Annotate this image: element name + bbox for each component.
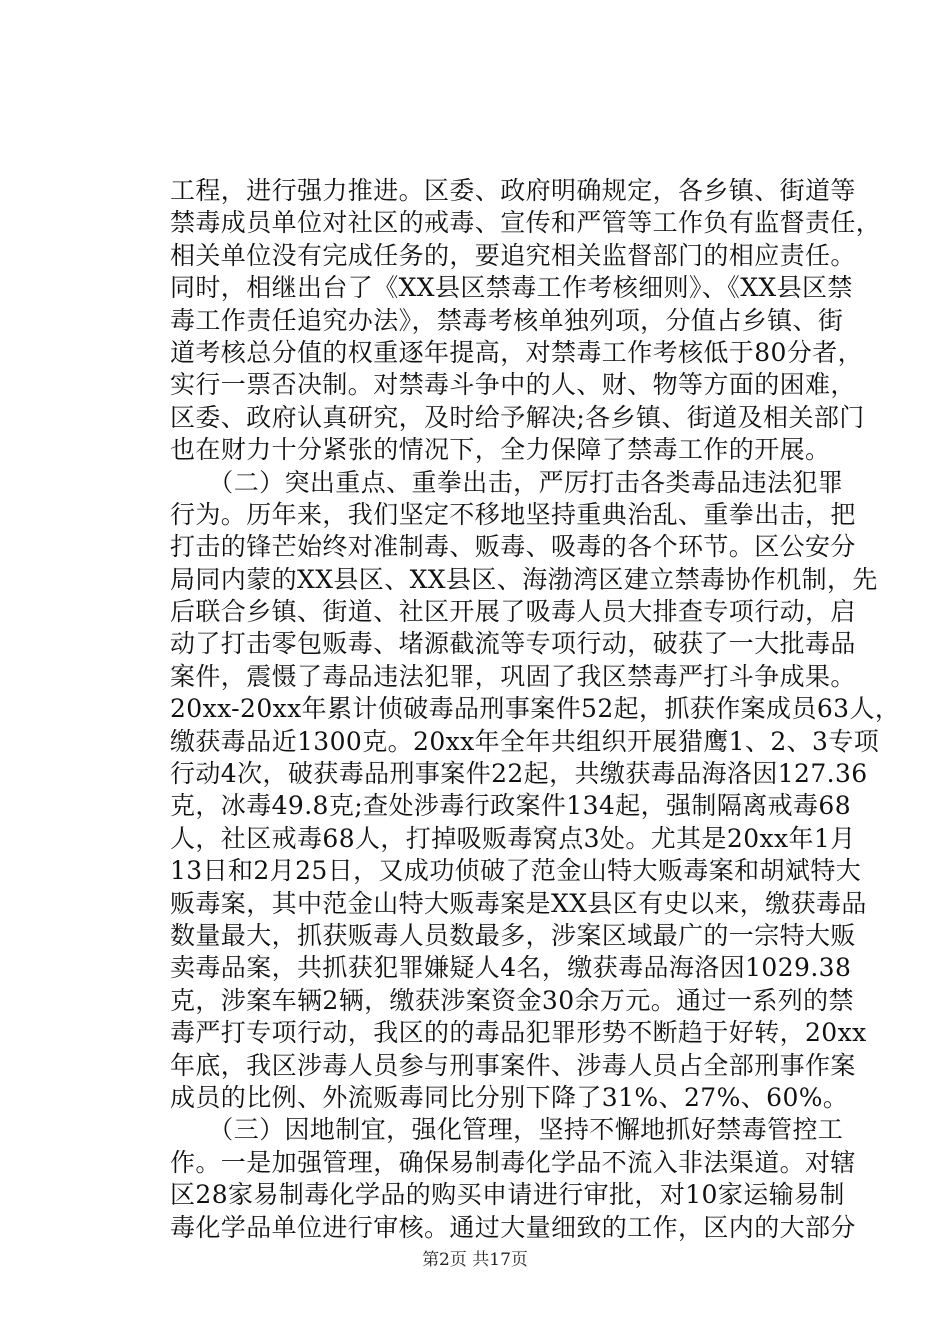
text-line: 克，冰毒49.8克;查处涉毒行政案件134起，强制隔离戒毒68 — [170, 791, 852, 821]
text-line: 年底，我区涉毒人员参与刑事案件、涉毒人员占全部刑事作案 — [170, 1050, 856, 1080]
text-line: 20xx-20xx年累计侦破毒品刑事案件52起，抓获作案成员63人， — [170, 694, 901, 724]
text-line: 同时，相继出台了《XX县区禁毒工作考核细则》、《XX县区禁 — [170, 273, 853, 303]
text-line: 动了打击零包贩毒、堵源截流等专项行动，破获了一大批毒品 — [170, 629, 856, 659]
text-line: 毒工作责任追究办法》，禁毒考核单独列项，分值占乡镇、街 — [170, 305, 844, 335]
text-line: 也在财力十分紧张的情况下，全力保障了禁毒工作的开展。 — [170, 435, 831, 465]
text-line: 克，涉案车辆2辆，缴获涉案资金30余万元。通过一系列的禁 — [170, 985, 854, 1015]
text-line: 区28家易制毒化学品的购买申请进行审批，对10家运输易制 — [170, 1180, 845, 1210]
text-line: 相关单位没有完成任务的，要追究相关监督部门的相应责任。 — [170, 240, 856, 270]
text-line: 毒严打专项行动，我区的的毒品犯罪形势不断趋于好转，20xx — [170, 1018, 867, 1048]
text-line: 成员的比例、外流贩毒同比分别下降了31%、27%、60%。 — [170, 1082, 849, 1112]
text-line: 行动4次，破获毒品刑事案件22起，共缴获毒品海洛因127.36 — [170, 759, 868, 789]
text-line: 作。一是加强管理，确保易制毒化学品不流入非法渠道。对辖 — [170, 1147, 856, 1177]
text-line: （三）因地制宜，强化管理，坚持不懈地抓好禁毒管控工 — [170, 1115, 844, 1145]
text-line: 数量最大，抓获贩毒人员数最多，涉案区域最广的一宗特大贩 — [170, 920, 856, 950]
text-line: 贩毒案，其中范金山特大贩毒案是XX县区有史以来，缴获毒品 — [170, 888, 867, 918]
text-line: 后联合乡镇、街道、社区开展了吸毒人员大排查专项行动，启 — [170, 597, 856, 627]
text-line: 局同内蒙的XX县区、XX县区、海渤湾区建立禁毒协作机制，先 — [170, 564, 878, 594]
text-line: 禁毒成员单位对社区的戒毒、宣传和严管等工作负有监督责任， — [170, 208, 882, 238]
text-line: 案件，震慑了毒品违法犯罪，巩固了我区禁毒严打斗争成果。 — [170, 661, 856, 691]
text-line: 毒化学品单位进行审核。通过大量细致的工作，区内的大部分 — [170, 1212, 856, 1242]
page-number-footer: 第2页 共17页 — [422, 1250, 528, 1270]
text-line: 工程，进行强力推进。区委、政府明确规定，各乡镇、街道等 — [170, 176, 856, 205]
text-line: 卖毒品案，共抓获犯罪嫌疑人4名，缴获毒品海洛因1029.38 — [170, 953, 852, 983]
text-line: 区委、政府认真研究，及时给予解决;各乡镇、街道及相关部门 — [170, 402, 865, 432]
text-line: 人，社区戒毒68人，打掉吸贩毒窝点3处。尤其是20xx年1月 — [170, 823, 856, 853]
text-line: （二）突出重点、重拳出击，严厉打击各类毒品违法犯罪 — [170, 467, 844, 497]
text-line: 道考核总分值的权重逐年提高，对禁毒工作考核低于80分者， — [170, 337, 864, 367]
text-line: 缴获毒品近1300克。20xx年全年共组织开展猎鹰1、2、3专项 — [170, 726, 880, 756]
document-body — [170, 175, 901, 1244]
text-line: 实行一票否决制。对禁毒斗争中的人、财、物等方面的困难， — [170, 370, 856, 400]
text-line: 打击的锋芒始终对准制毒、贩毒、吸毒的各个环节。区公安分 — [170, 532, 856, 562]
text-line: 行为。历年来，我们坚定不移地坚持重典治乱、重拳出击，把 — [170, 499, 856, 529]
text-line: 13日和2月25日，又成功侦破了范金山特大贩毒案和胡斌特大 — [170, 856, 862, 886]
